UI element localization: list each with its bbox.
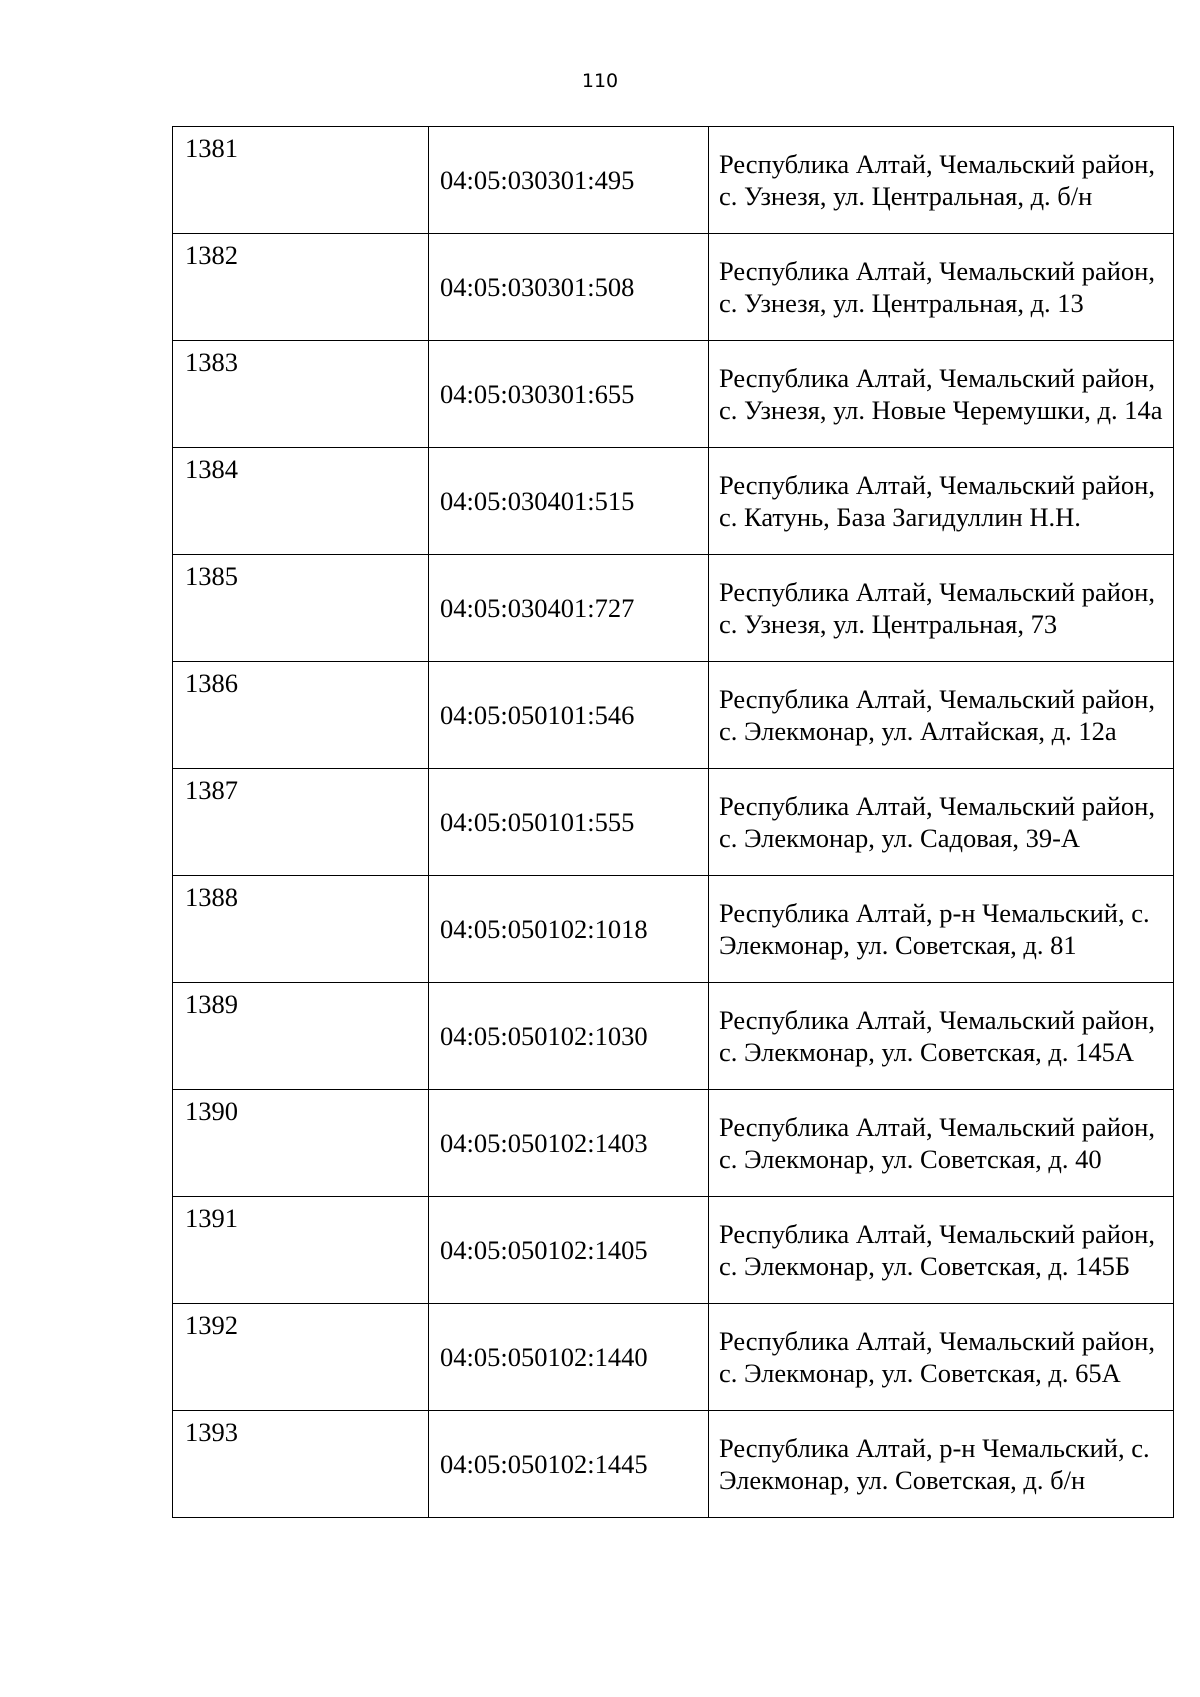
address-cell: Республика Алтай, Чемальский район, с. Элекмонар, ул. Садовая, 39-А <box>709 769 1174 876</box>
row-number-cell: 1391 <box>173 1197 429 1304</box>
table-row <box>173 1304 1174 1411</box>
address-cell: Республика Алтай, Чемальский район, с. Элекмонар, ул. Советская, д. 145А <box>709 983 1174 1090</box>
address-cell: Республика Алтай, р-н Чемальский, с. Элекмонар, ул. Советская, д. 81 <box>709 876 1174 983</box>
row-number-cell: 1381 <box>173 127 429 234</box>
row-number-cell: 1382 <box>173 234 429 341</box>
cadastral-number-cell: 04:05:050101:546 <box>429 662 709 769</box>
row-number-cell: 1385 <box>173 555 429 662</box>
row-number-cell: 1384 <box>173 448 429 555</box>
row-number-cell: 1386 <box>173 662 429 769</box>
row-number-cell: 1390 <box>173 1090 429 1197</box>
table-row <box>173 1197 1174 1304</box>
property-register-table <box>172 126 1174 1518</box>
address-cell: Республика Алтай, Чемальский район, с. Элекмонар, ул. Советская, д. 145Б <box>709 1197 1174 1304</box>
row-number-cell: 1387 <box>173 769 429 876</box>
cadastral-number-cell: 04:05:050102:1440 <box>429 1304 709 1411</box>
table-row <box>173 1090 1174 1197</box>
cadastral-number-cell: 04:05:050102:1018 <box>429 876 709 983</box>
table-row <box>173 769 1174 876</box>
cadastral-number-cell: 04:05:030401:727 <box>429 555 709 662</box>
address-cell: Республика Алтай, Чемальский район, с. Элекмонар, ул. Советская, д. 65А <box>709 1304 1174 1411</box>
cadastral-number-cell: 04:05:030301:655 <box>429 341 709 448</box>
row-number-cell: 1388 <box>173 876 429 983</box>
row-number-cell: 1393 <box>173 1411 429 1518</box>
table-row <box>173 662 1174 769</box>
row-number-cell: 1383 <box>173 341 429 448</box>
table-row <box>173 127 1174 234</box>
address-cell: Республика Алтай, р-н Чемальский, с. Элекмонар, ул. Советская, д. б/н <box>709 1411 1174 1518</box>
page-number: 110 <box>581 70 619 92</box>
table-row <box>173 876 1174 983</box>
table-row <box>173 448 1174 555</box>
address-cell: Республика Алтай, Чемальский район, с. Узнезя, ул. Центральная, д. 13 <box>709 234 1174 341</box>
table-row <box>173 1411 1174 1518</box>
table-row <box>173 983 1174 1090</box>
cadastral-number-cell: 04:05:050102:1445 <box>429 1411 709 1518</box>
cadastral-number-cell: 04:05:050102:1403 <box>429 1090 709 1197</box>
address-cell: Республика Алтай, Чемальский район, с. Катунь, База Загидуллин Н.Н. <box>709 448 1174 555</box>
address-cell: Республика Алтай, Чемальский район, с. Узнезя, ул. Новые Черемушки, д. 14а <box>709 341 1174 448</box>
table-row <box>173 555 1174 662</box>
table-row <box>173 234 1174 341</box>
cadastral-number-cell: 04:05:030401:515 <box>429 448 709 555</box>
cadastral-number-cell: 04:05:050101:555 <box>429 769 709 876</box>
register-body <box>173 127 1174 1518</box>
cadastral-number-cell: 04:05:030301:508 <box>429 234 709 341</box>
address-cell: Республика Алтай, Чемальский район, с. Элекмонар, ул. Алтайская, д. 12а <box>709 662 1174 769</box>
row-number-cell: 1389 <box>173 983 429 1090</box>
cadastral-number-cell: 04:05:050102:1405 <box>429 1197 709 1304</box>
cadastral-number-cell: 04:05:050102:1030 <box>429 983 709 1090</box>
address-cell: Республика Алтай, Чемальский район, с. Узнезя, ул. Центральная, 73 <box>709 555 1174 662</box>
cadastral-number-cell: 04:05:030301:495 <box>429 127 709 234</box>
address-cell: Республика Алтай, Чемальский район, с. Элекмонар, ул. Советская, д. 40 <box>709 1090 1174 1197</box>
address-cell: Республика Алтай, Чемальский район, с. Узнезя, ул. Центральная, д. б/н <box>709 127 1174 234</box>
table-row <box>173 341 1174 448</box>
row-number-cell: 1392 <box>173 1304 429 1411</box>
